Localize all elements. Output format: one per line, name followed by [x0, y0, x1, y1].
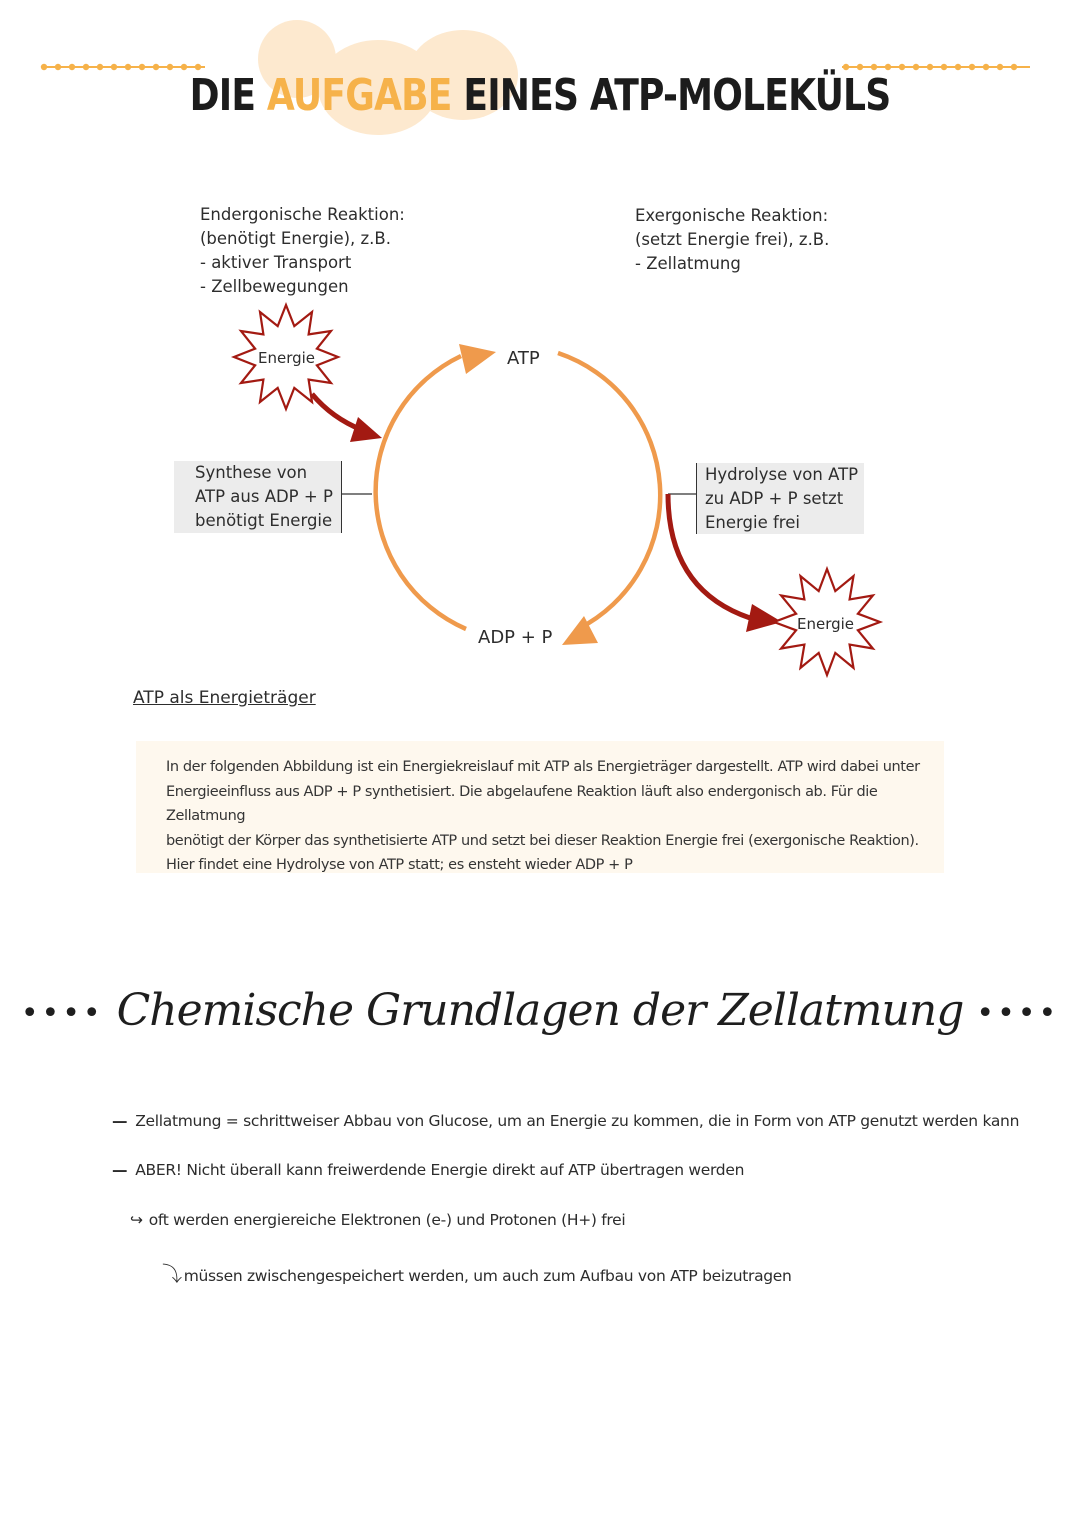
decorative-dots-right: ••••	[976, 996, 1060, 1031]
dash-icon: —	[112, 1112, 128, 1130]
adp-label: ADP + P	[478, 627, 553, 648]
sub-bullet-item: ⤵ müssen zwischengespeichert werden, um auch zum Aufbau von ATP beizutragen	[162, 1262, 792, 1286]
energy-out-arrowhead	[746, 604, 782, 632]
hydrolysis-box: Hydrolyse von ATP zu ADP + P setzt Energie frei	[696, 463, 864, 534]
page-title: DIE AUFGABE EINES ATP-MOLEKÜLS	[189, 70, 891, 121]
dash-icon: —	[112, 1161, 128, 1179]
energy-label-right: Energie	[797, 615, 855, 633]
exergonic-label: Exergonische Reaktion: (setzt Energie frei), z.B. - Zellatmung	[635, 206, 830, 273]
explanation-note	[136, 741, 944, 873]
cycle-arc-left	[376, 356, 466, 629]
sub-bullet-item: ↪ oft werden energiereiche Elektronen (e-) und Protonen (H+) frei	[130, 1211, 626, 1229]
cycle-arrowhead-atp	[459, 344, 496, 374]
return-arrow-icon: ↪	[130, 1211, 143, 1229]
chem-section-title	[0, 985, 1080, 1036]
section-heading-atp-energy-carrier: ATP als Energieträger	[133, 688, 316, 708]
note-line: benötigt der Körper das synthetisierte ATP und setzt bei dieser Reaktion Energie frei (exergonische Reaktion).	[166, 832, 919, 849]
synthesis-box: Synthese von ATP aus ADP + P benötigt Energie	[174, 461, 342, 533]
chem-title-text: Chemische Grundlagen der Zellatmung	[116, 985, 964, 1036]
atp-label: ATP	[507, 348, 540, 369]
note-line: Hier findet eine Hydrolyse von ATP statt; es ensteht wieder ADP + P	[166, 857, 633, 873]
energy-in-arrowhead	[350, 417, 382, 442]
note-line: In der folgenden Abbildung ist ein Energiekreislauf mit ATP als Energieträger dargestellt. ATP wird dabei unter	[166, 759, 920, 775]
title-accent-word: AUFGABE	[266, 70, 452, 121]
bullet-item: — ABER! Nicht überall kann freiwerdende Energie direkt auf ATP übertragen werden	[112, 1161, 745, 1179]
atp-cycle-diagram	[0, 0, 1080, 700]
decorative-dots-left: ••••	[20, 996, 104, 1031]
energy-in-arrow	[312, 394, 362, 430]
note-line: Energieeinfluss aus ADP + P synthetisiert. Die abgelaufene Reaktion läuft also endergonisch ab. Für die Zellatmung	[166, 783, 878, 824]
curved-down-arrow-icon: ⤵	[162, 1262, 182, 1286]
bullet-item: — Zellatmung = schrittweiser Abbau von Glucose, um an Energie zu kommen, die in Form von ATP genutzt werden kann	[112, 1112, 1020, 1130]
energy-label-left: Energie	[258, 349, 316, 367]
cycle-arc-right	[558, 353, 660, 629]
endergonic-label: Endergonische Reaktion: (benötigt Energie), z.B. - aktiver Transport - Zellbewegungen	[200, 205, 405, 296]
